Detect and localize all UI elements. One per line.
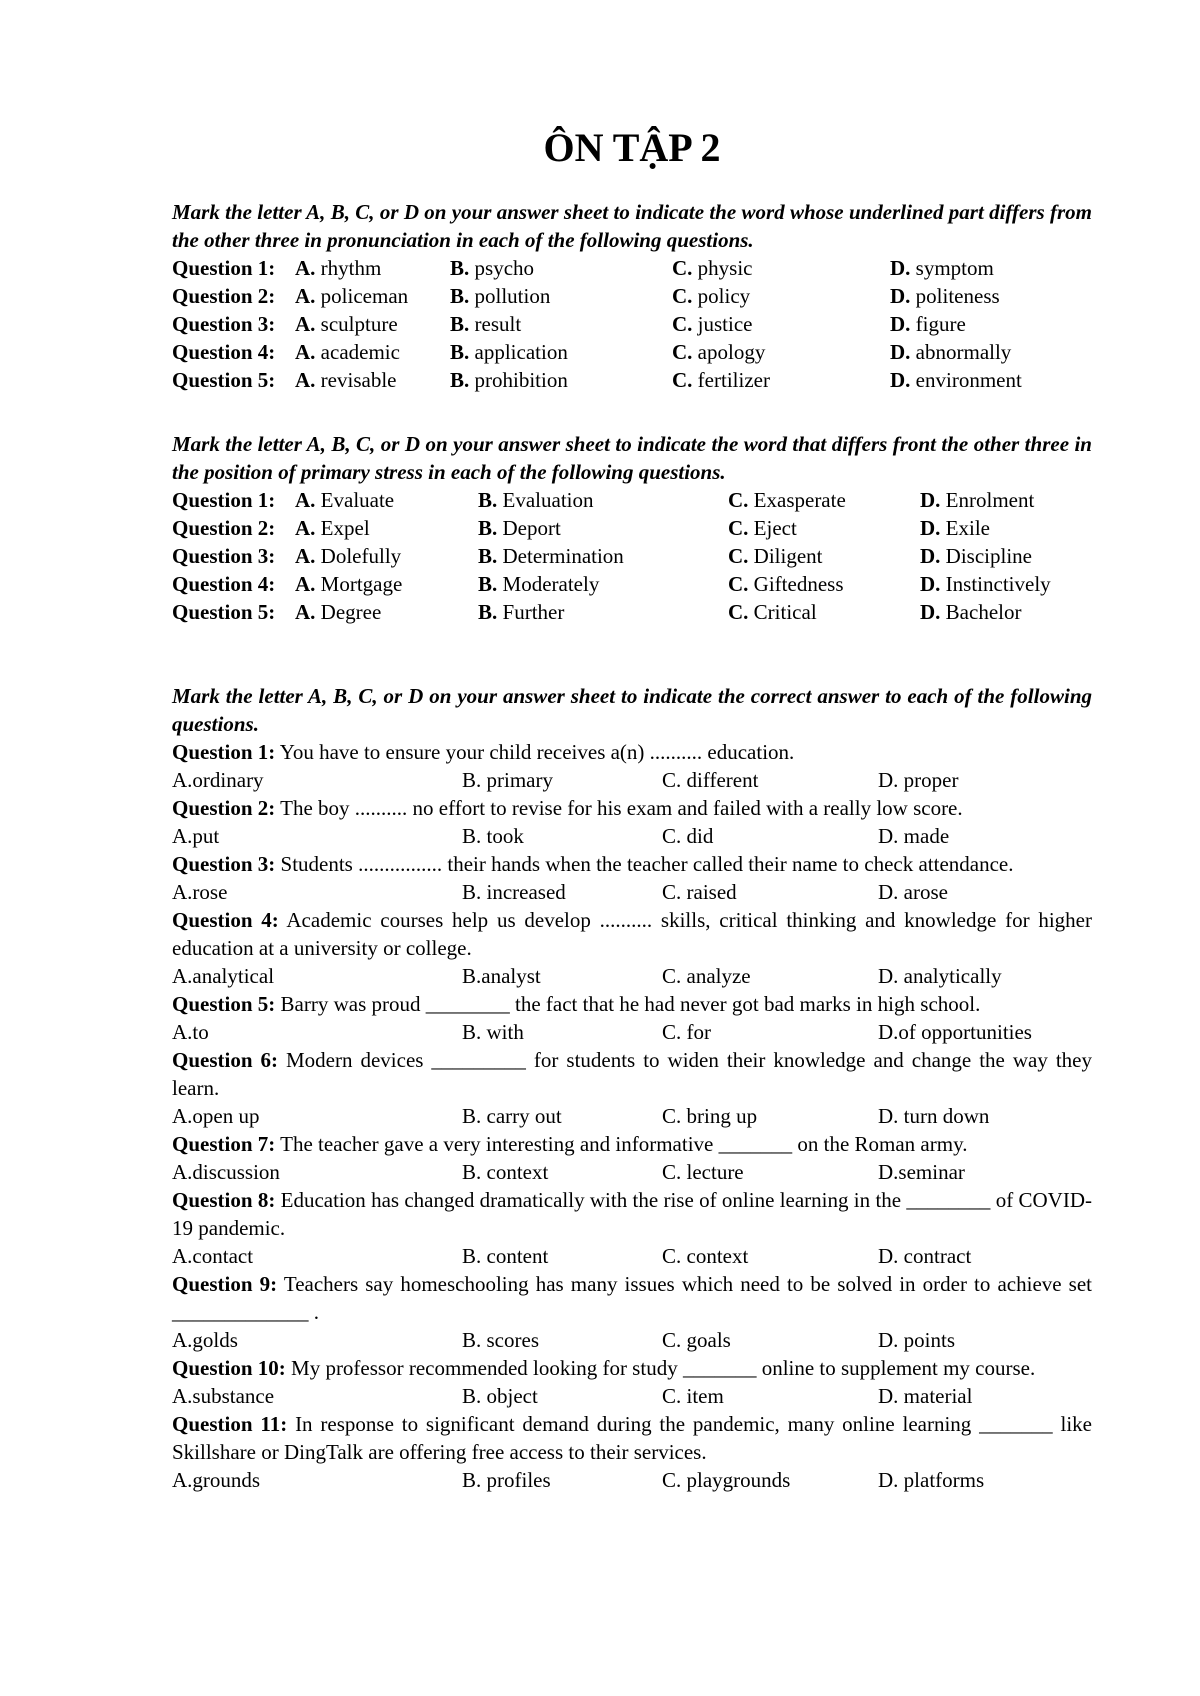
question-row <box>172 366 1092 394</box>
option-text: Exasperate <box>753 488 846 512</box>
option-b <box>450 254 534 282</box>
option-c: C. for <box>662 1020 711 1044</box>
option-letter: A. <box>295 544 316 568</box>
question-stem <box>172 738 1092 766</box>
answer-options <box>172 822 1092 850</box>
option-a <box>295 254 381 282</box>
option-c <box>728 570 844 598</box>
option-c: C. different <box>662 768 759 792</box>
option-letter: B. <box>450 312 470 336</box>
option-b: B. content <box>462 1244 549 1268</box>
question-stem <box>172 794 1092 822</box>
answer-options <box>172 1158 1092 1186</box>
option-text: Deport <box>502 516 561 540</box>
question-label: Question 1: <box>172 488 276 512</box>
option-b: B. object <box>462 1384 538 1408</box>
option-a: A.rose <box>172 880 228 904</box>
option-letter: A. <box>295 572 316 596</box>
option-letter: A. <box>295 516 316 540</box>
option-b: B. context <box>462 1160 549 1184</box>
option-b: B. took <box>462 824 524 848</box>
option-a <box>295 338 400 366</box>
option-text: environment <box>915 368 1022 392</box>
option-c: C. raised <box>662 880 737 904</box>
option-a <box>295 542 401 570</box>
option-c <box>672 366 770 394</box>
option-c: C. lecture <box>662 1160 744 1184</box>
question-stem <box>172 1130 1092 1158</box>
answer-options <box>172 1102 1092 1130</box>
question-label: Question 4: <box>172 572 276 596</box>
option-text: Dolefully <box>320 544 402 568</box>
answer-options <box>172 962 1092 990</box>
option-text: Determination <box>502 544 624 568</box>
answer-options <box>172 1242 1092 1270</box>
option-letter: D. <box>890 312 911 336</box>
option-text: Eject <box>753 516 797 540</box>
option-text: Bachelor <box>945 600 1022 624</box>
option-letter: C. <box>728 488 749 512</box>
question-label: Question 3: <box>172 312 276 336</box>
option-letter: D. <box>920 544 941 568</box>
option-c: C. item <box>662 1384 724 1408</box>
option-c <box>672 310 753 338</box>
question-label: Question 4: <box>172 340 276 364</box>
option-a: A.put <box>172 824 220 848</box>
option-letter: C. <box>728 544 749 568</box>
question-row <box>172 486 1092 514</box>
option-text: Instinctively <box>945 572 1051 596</box>
question-row <box>172 310 1092 338</box>
question-row <box>172 598 1092 626</box>
option-text: fertilizer <box>697 368 770 392</box>
question-stem <box>172 990 1092 1018</box>
option-text: symptom <box>915 256 994 280</box>
option-text: policeman <box>320 284 409 308</box>
question-label: Question 7: <box>172 1132 276 1156</box>
question-label: Question 2: <box>172 516 276 540</box>
question-label: Question 5: <box>172 368 276 392</box>
option-text: justice <box>697 312 753 336</box>
option-text: Moderately <box>502 572 600 596</box>
question-text: The boy .......... no effort to revise for his exam and failed with a really low score. <box>280 796 963 820</box>
option-letter: D. <box>890 256 911 280</box>
question-text: In response to significant demand during the pandemic, many online learning _______ like Skillshare or DingTalk are offering free access to their services. <box>172 1412 1092 1464</box>
option-letter: D. <box>920 572 941 596</box>
option-b: B. primary <box>462 768 553 792</box>
option-letter: A. <box>295 284 316 308</box>
option-letter: B. <box>450 340 470 364</box>
option-text: Evaluate <box>320 488 395 512</box>
option-letter: C. <box>728 572 749 596</box>
option-a: A.grounds <box>172 1468 261 1492</box>
question-label: Question 8: <box>172 1188 276 1212</box>
option-text: policy <box>697 284 751 308</box>
question-label: Question 1: <box>172 256 276 280</box>
option-text: Expel <box>320 516 370 540</box>
option-letter: D. <box>890 340 911 364</box>
option-letter: D. <box>890 368 911 392</box>
option-d: D. analytically <box>878 964 1002 988</box>
option-c: C. context <box>662 1244 749 1268</box>
option-text: psycho <box>474 256 535 280</box>
option-b <box>450 366 568 394</box>
question-stem <box>172 850 1092 878</box>
option-c: C. analyze <box>662 964 751 988</box>
option-letter: B. <box>478 600 498 624</box>
question-label: Question 6: <box>172 1048 278 1072</box>
option-text: result <box>474 312 522 336</box>
option-text: apology <box>697 340 766 364</box>
question-label: Question 5: <box>172 600 276 624</box>
option-text: abnormally <box>915 340 1012 364</box>
option-text: rhythm <box>320 256 382 280</box>
option-a: A.discussion <box>172 1160 280 1184</box>
option-text: Further <box>502 600 565 624</box>
question-row <box>172 254 1092 282</box>
option-d: D.seminar <box>878 1160 965 1184</box>
option-c: C. did <box>662 824 714 848</box>
option-letter: A. <box>295 340 316 364</box>
option-b <box>478 514 561 542</box>
option-text: Critical <box>753 600 817 624</box>
question-text: You have to ensure your child receives a(n) .......... education. <box>279 740 795 764</box>
option-b <box>478 598 564 626</box>
option-letter: A. <box>295 600 316 624</box>
question-stem <box>172 906 1092 962</box>
option-b: B. increased <box>462 880 566 904</box>
option-c <box>672 254 753 282</box>
page-title: ÔN TẬP 2 <box>543 125 721 170</box>
question-text: My professor recommended looking for study _______ online to supplement my course. <box>291 1356 1036 1380</box>
question-label: Question 10: <box>172 1356 286 1380</box>
option-c: C. goals <box>662 1328 731 1352</box>
option-d <box>920 570 1051 598</box>
option-d: D. proper <box>878 768 959 792</box>
option-a: A.to <box>172 1020 209 1044</box>
option-letter: B. <box>450 368 470 392</box>
option-a: A.open up <box>172 1104 260 1128</box>
question-label: Question 11: <box>172 1412 288 1436</box>
option-letter: C. <box>672 312 693 336</box>
option-text: Diligent <box>753 544 823 568</box>
option-text: Mortgage <box>320 572 403 596</box>
option-d <box>890 338 1011 366</box>
section-instruction: Mark the letter A, B, C, or D on your answer sheet to indicate the correct answer to each of the following questions. <box>172 684 1092 736</box>
question-row <box>172 542 1092 570</box>
question-stem <box>172 1046 1092 1102</box>
option-d: D. platforms <box>878 1468 985 1492</box>
option-text: physic <box>697 256 753 280</box>
option-d <box>890 254 994 282</box>
question-row <box>172 282 1092 310</box>
option-d: D. made <box>878 824 950 848</box>
option-b <box>478 542 624 570</box>
question-stem <box>172 1270 1092 1326</box>
question-row <box>172 514 1092 542</box>
option-d: D. contract <box>878 1244 972 1268</box>
option-b: B. carry out <box>462 1104 562 1128</box>
question-text: Academic courses help us develop .......... skills, critical thinking and knowledge for higher education at a university or college. <box>172 908 1092 960</box>
option-text: Enrolment <box>945 488 1035 512</box>
option-c <box>728 542 823 570</box>
question-text: Students ................ their hands when the teacher called their name to check attendance. <box>280 852 1014 876</box>
option-c <box>672 338 765 366</box>
question-label: Question 2: <box>172 284 276 308</box>
question-text: Teachers say homeschooling has many issues which need to be solved in order to achieve set _____________ . <box>172 1272 1093 1324</box>
option-d <box>920 542 1032 570</box>
question-label: Question 9: <box>172 1272 278 1296</box>
answer-options <box>172 878 1092 906</box>
option-letter: C. <box>672 340 693 364</box>
option-b: B. profiles <box>462 1468 551 1492</box>
option-d <box>920 486 1034 514</box>
option-a: A.golds <box>172 1328 238 1352</box>
option-a <box>295 310 398 338</box>
option-letter: B. <box>478 488 498 512</box>
option-text: Discipline <box>945 544 1032 568</box>
answer-options <box>172 1382 1092 1410</box>
option-a: A.substance <box>172 1384 275 1408</box>
option-c <box>728 486 846 514</box>
option-b <box>450 282 550 310</box>
option-a <box>295 486 394 514</box>
option-text: revisable <box>320 368 397 392</box>
option-a: A.analytical <box>172 964 275 988</box>
option-text: prohibition <box>474 368 568 392</box>
option-a: A.contact <box>172 1244 254 1268</box>
question-text: Barry was proud ________ the fact that he had never got bad marks in high school. <box>280 992 981 1016</box>
question-text: Education has changed dramatically with the rise of online learning in the ________ of COVID-19 pandemic. <box>172 1188 1092 1240</box>
option-text: sculpture <box>320 312 398 336</box>
question-stem <box>172 1186 1092 1242</box>
option-text: Giftedness <box>753 572 844 596</box>
option-letter: B. <box>450 284 470 308</box>
option-c <box>728 598 817 626</box>
option-d: D. material <box>878 1384 973 1408</box>
section-vocabulary <box>172 682 1092 1494</box>
option-b <box>478 486 594 514</box>
option-letter: D. <box>920 488 941 512</box>
question-label: Question 1: <box>172 740 276 764</box>
section-pronunciation <box>172 198 1092 394</box>
option-b <box>478 570 599 598</box>
question-label: Question 5: <box>172 992 276 1016</box>
question-stem <box>172 1410 1092 1466</box>
option-letter: B. <box>450 256 470 280</box>
answer-options <box>172 1466 1092 1494</box>
option-d: D. turn down <box>878 1104 990 1128</box>
option-letter: D. <box>920 600 941 624</box>
option-letter: A. <box>295 488 316 512</box>
question-row <box>172 570 1092 598</box>
option-d <box>920 514 990 542</box>
question-stem <box>172 1354 1092 1382</box>
option-text: academic <box>320 340 400 364</box>
option-b: B. scores <box>462 1328 539 1352</box>
option-letter: A. <box>295 256 316 280</box>
question-row <box>172 338 1092 366</box>
option-letter: C. <box>728 516 749 540</box>
section-stress <box>172 430 1092 626</box>
option-d: D.of opportunities <box>878 1020 1032 1044</box>
option-d <box>890 366 1022 394</box>
option-text: Evaluation <box>502 488 594 512</box>
option-letter: A. <box>295 312 316 336</box>
option-letter: A. <box>295 368 316 392</box>
section-instruction: Mark the letter A, B, C, or D on your answer sheet to indicate the word whose underlined part differs from the other three in pronunciation in each of the following questions. <box>172 200 1092 252</box>
option-c: C. bring up <box>662 1104 758 1128</box>
option-d <box>890 310 966 338</box>
option-a <box>295 570 402 598</box>
option-letter: B. <box>478 516 498 540</box>
option-text: figure <box>915 312 966 336</box>
question-label: Question 2: <box>172 796 276 820</box>
option-a <box>295 366 396 394</box>
option-d: D. points <box>878 1328 956 1352</box>
option-letter: C. <box>728 600 749 624</box>
option-a <box>295 598 381 626</box>
option-d <box>890 282 1000 310</box>
option-c: C. playgrounds <box>662 1468 791 1492</box>
section-instruction: Mark the letter A, B, C, or D on your answer sheet to indicate the word that differs front the other three in the position of primary stress in each of the following questions. <box>172 432 1092 484</box>
option-b <box>450 338 568 366</box>
option-letter: C. <box>672 256 693 280</box>
option-d <box>920 598 1021 626</box>
question-text: The teacher gave a very interesting and informative _______ on the Roman army. <box>280 1132 968 1156</box>
option-text: pollution <box>474 284 551 308</box>
answer-options <box>172 1326 1092 1354</box>
question-label: Question 4: <box>172 908 279 932</box>
option-a <box>295 282 408 310</box>
option-a: A.ordinary <box>172 768 264 792</box>
answer-options <box>172 766 1092 794</box>
question-label: Question 3: <box>172 544 276 568</box>
option-c <box>728 514 797 542</box>
option-text: Degree <box>320 600 382 624</box>
option-letter: B. <box>478 572 498 596</box>
answer-options <box>172 1018 1092 1046</box>
question-text: Modern devices _________ for students to widen their knowledge and change the way they learn. <box>172 1048 1093 1100</box>
option-b <box>450 310 521 338</box>
option-a <box>295 514 370 542</box>
option-letter: C. <box>672 368 693 392</box>
option-letter: C. <box>672 284 693 308</box>
option-c <box>672 282 750 310</box>
option-d: D. arose <box>878 880 948 904</box>
option-text: application <box>474 340 568 364</box>
option-b: B. with <box>462 1020 524 1044</box>
option-letter: B. <box>478 544 498 568</box>
option-text: Exile <box>945 516 990 540</box>
option-b: B.analyst <box>462 964 541 988</box>
option-text: politeness <box>915 284 1000 308</box>
option-letter: D. <box>920 516 941 540</box>
question-label: Question 3: <box>172 852 276 876</box>
option-letter: D. <box>890 284 911 308</box>
